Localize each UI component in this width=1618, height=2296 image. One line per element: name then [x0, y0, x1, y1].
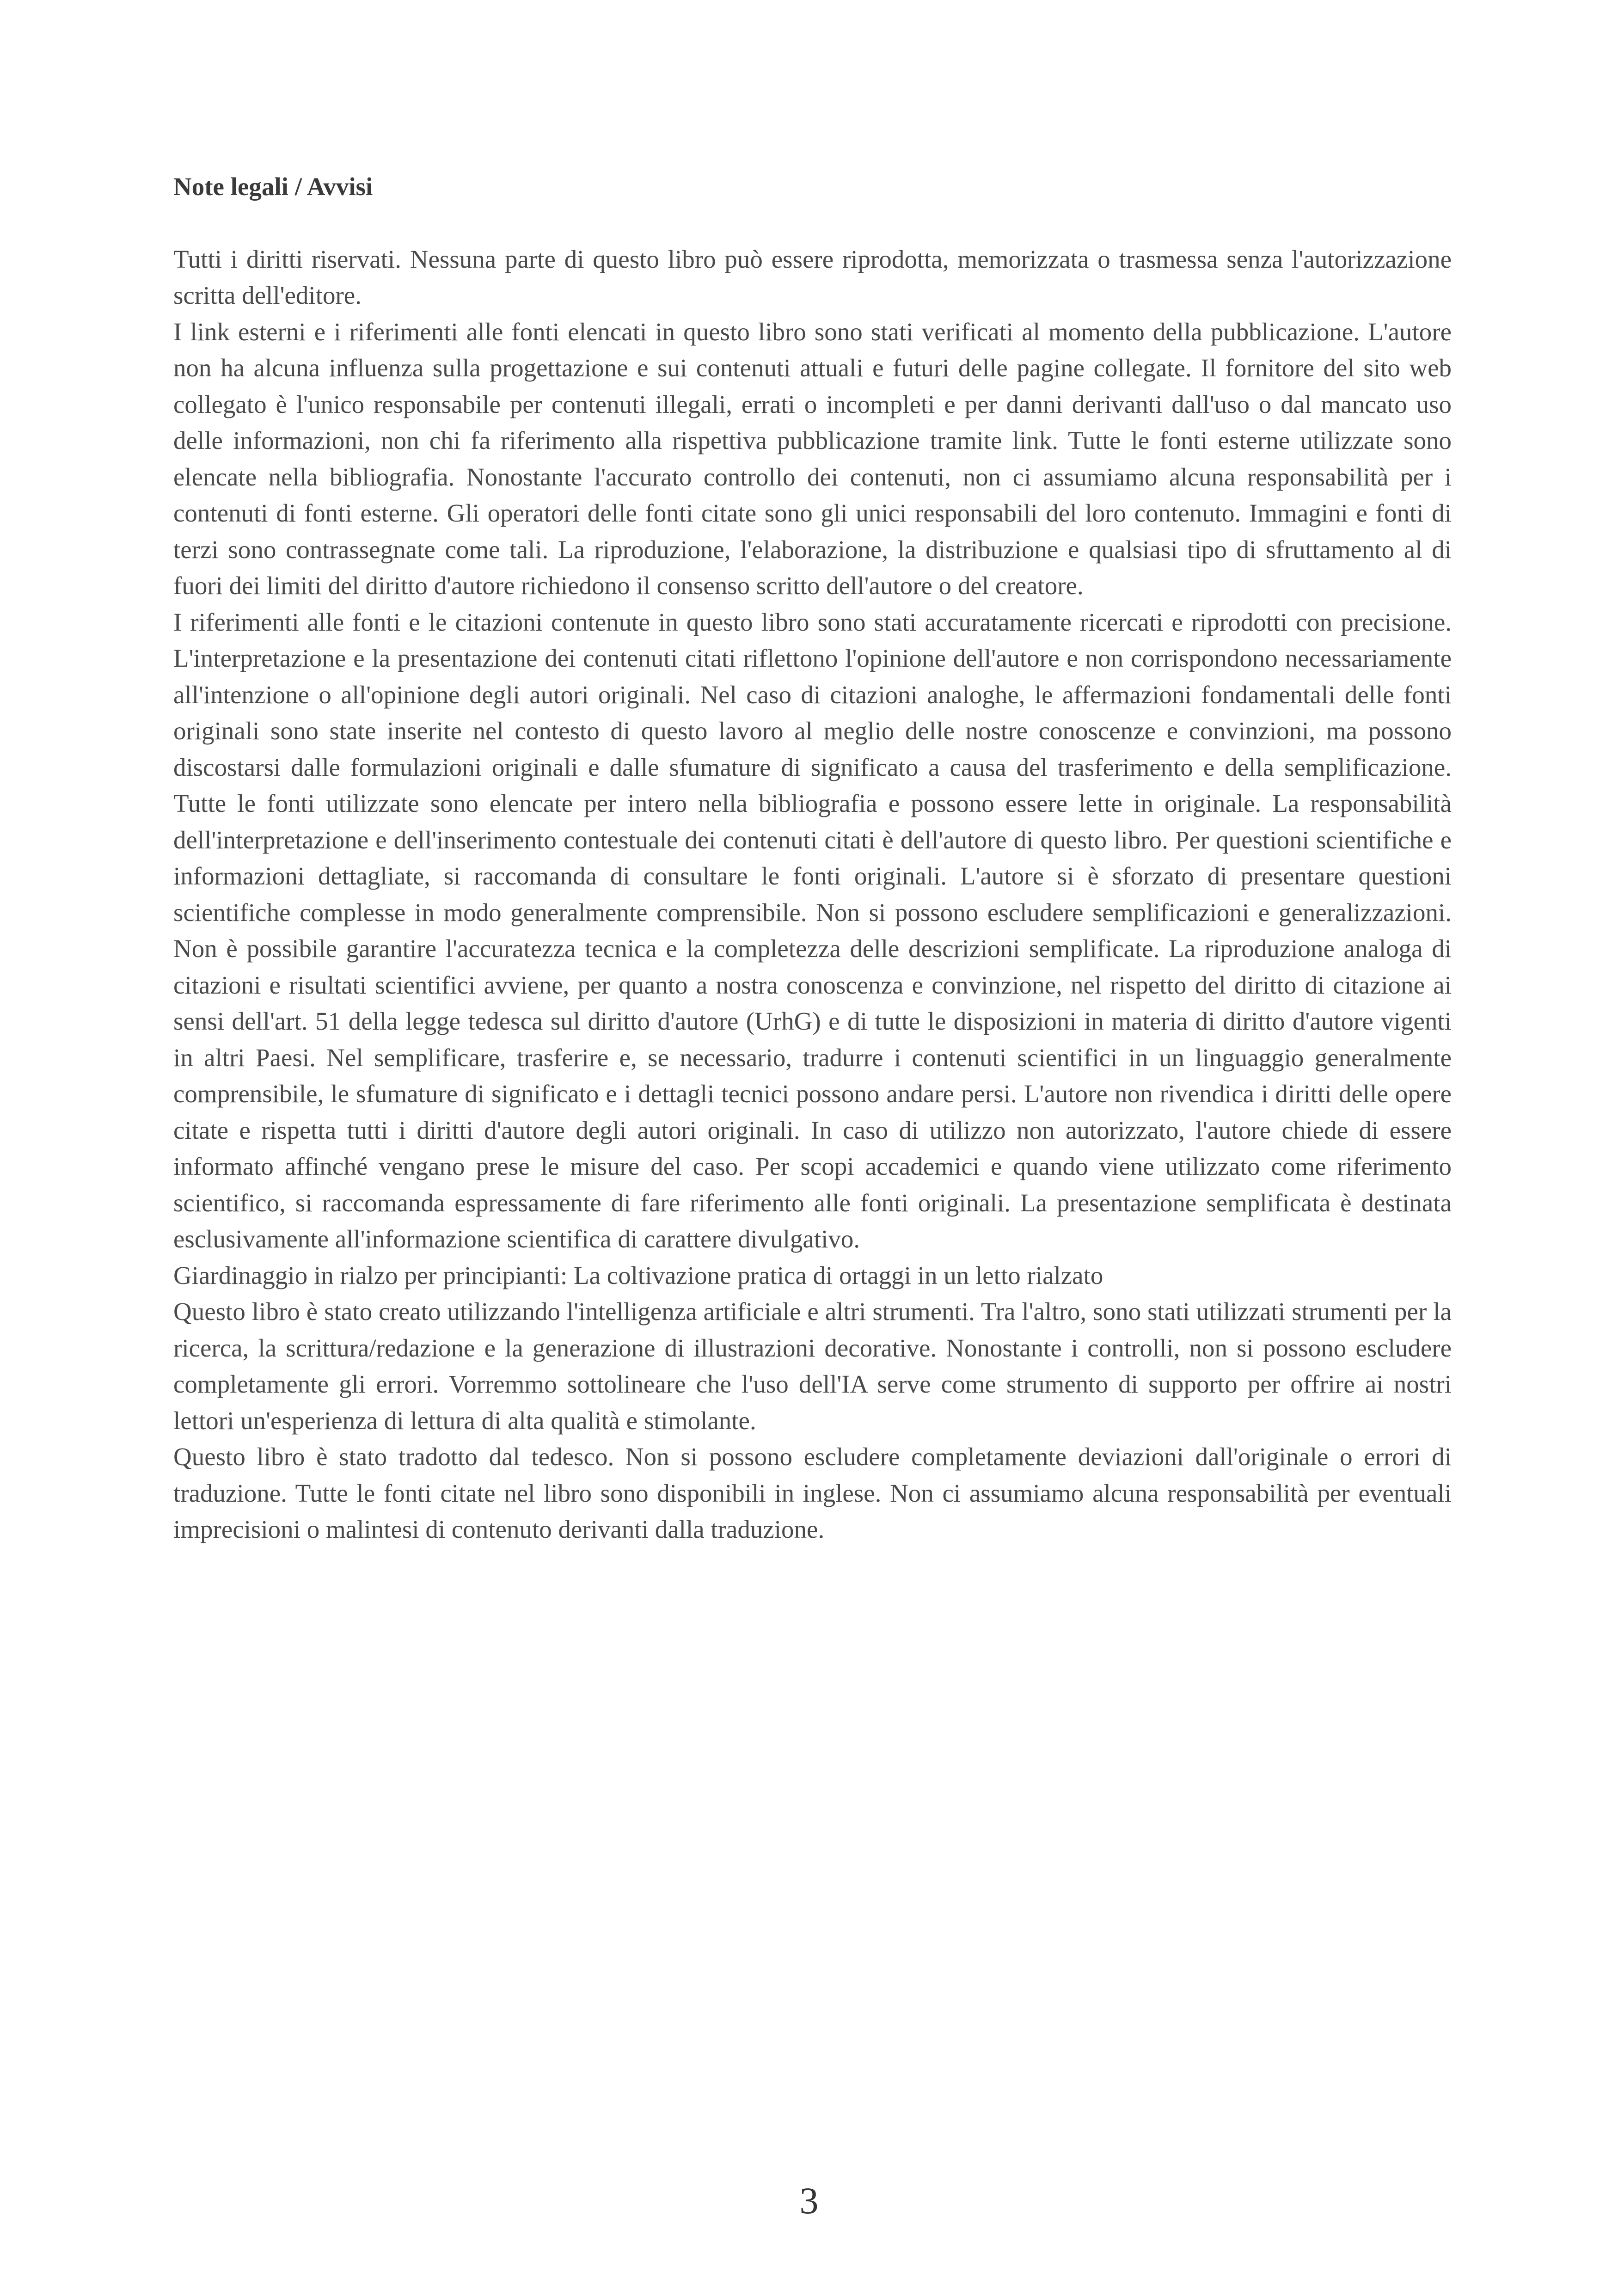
page-title: Note legali / Avvisi [173, 172, 373, 201]
paragraph-translation-notice: Questo libro è stato tradotto dal tedesco. Non si possono escludere completamente deviazioni dall'originale o errori di traduzione. Tutte le fonti citate nel libro sono disponibili in inglese. Non ci assumiamo alcuna responsabilità per eventuali imprecisioni o malintesi di contenuto derivanti dalla traduzione. [173, 1443, 1452, 1543]
page-content [173, 169, 1452, 1548]
page-number: 3 [799, 2179, 819, 2222]
paragraph-external-links: I link esterni e i riferimenti alle fonti elencati in questo libro sono stati verificati al momento della pubblicazione. L'autore non ha alcuna influenza sulla progettazione e sui contenuti attuali e futuri delle pagine collegate. Il fornitore del sito web collegato è l'unico responsabile per contenuti illegali, errati o incompleti e per danni derivanti dall'uso o dal mancato uso delle informazioni, non chi fa riferimento alla rispettiva pubblicazione tramite link. Tutte le fonti esterne utilizzate sono elencate nella bibliografia. Nonostante l'accurato controllo dei contenuti, non ci assumiamo alcuna responsabilità per i contenuti di fonti esterne. Gli operatori delle fonti citate sono gli unici responsabili del loro contenuto. Immagini e fonti di terzi sono contrassegnate come tali. La riproduzione, l'elaborazione, la distribuzione e qualsiasi tipo di sfruttamento al di fuori dei limiti del diritto d'autore richiedono il consenso scritto dell'autore o del creatore. [173, 317, 1452, 600]
paragraph-citations: I riferimenti alle fonti e le citazioni contenute in questo libro sono stati accuratamente ricercati e riprodotti con precisione. L'interpretazione e la presentazione dei contenuti citati riflettono l'opinione dell'autore e non corrispondono necessariamente all'intenzione o all'opinione degli autori originali. Nel caso di citazioni analoghe, le affermazioni fondamentali delle fonti originali sono state inserite nel contesto di questo lavoro al meglio delle nostre conoscenze e convinzioni, ma possono discostarsi dalle formulazioni originali e dalle sfumature di significato a causa del trasferimento e della semplificazione. Tutte le fonti utilizzate sono elencate per intero nella bibliografia e possono essere lette in originale. La responsabilità dell'interpretazione e dell'inserimento contestuale dei contenuti citati è dell'autore di questo libro. Per questioni scientifiche e informazioni dettagliate, si raccomanda di consultare le fonti originali. L'autore si è sforzato di presentare questioni scientifiche complesse in modo generalmente comprensibile. Non si possono escludere semplificazioni e generalizzazioni. Non è possibile garantire l'accuratezza tecnica e la completezza delle descrizioni semplificate. La riproduzione analoga di citazioni e risultati scientifici avviene, per quanto a nostra conoscenza e convinzione, nel rispetto del diritto di citazione ai sensi dell'art. 51 della legge tedesca sul diritto d'autore (UrhG) e di tutte le disposizioni in materia di diritto d'autore vigenti in altri Paesi. Nel semplificare, trasferire e, se necessario, tradurre i contenuti scientifici in un linguaggio generalmente comprensibile, le sfumature di significato e i dettagli tecnici possono andare persi. L'autore non rivendica i diritti delle opere citate e rispetta tutti i diritti d'autore degli autori originali. In caso di utilizzo non autorizzato, l'autore chiede di essere informato affinché vengano prese le misure del caso. Per scopi accademici e quando viene utilizzato come riferimento scientifico, si raccomanda espressamente di fare riferimento alle fonti originali. La presentazione semplificata è destinata esclusivamente all'informazione scientifica di carattere divulgativo. [173, 608, 1452, 1253]
paragraph-book-title: Giardinaggio in rialzo per principianti: La coltivazione pratica di ortaggi in un letto rialzato [173, 1261, 1103, 1289]
paragraph-ai-notice: Questo libro è stato creato utilizzando l'intelligenza artificiale e altri strumenti. Tra l'altro, sono stati utilizzati strumenti per la ricerca, la scrittura/redazione e la generazione di illustrazioni decorative. Nonostante i controlli, non si possono escludere completamente gli errori. Vorremmo sottolineare che l'uso dell'IA serve come strumento di supporto per offrire ai nostri lettori un'esperienza di lettura di alta qualità e stimolante. [173, 1297, 1452, 1435]
paragraph-copyright: Tutti i diritti riservati. Nessuna parte di questo libro può essere riprodotta, memorizzata o trasmessa senza l'autorizzazione scritta dell'editore. [173, 245, 1452, 309]
